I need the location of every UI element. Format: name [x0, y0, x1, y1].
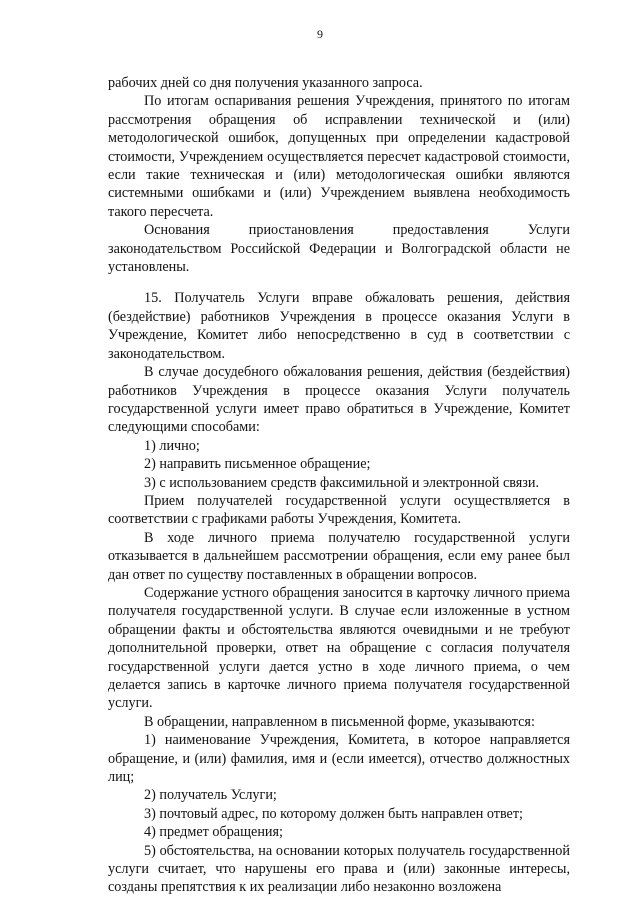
paragraph: Прием получателей государственной услуги осуществляется в соответствии с графиками работы Учреждения, Комитета.: [108, 492, 570, 528]
paragraph-spacer: [108, 276, 570, 289]
list-item: 4) предмет обращения;: [144, 824, 283, 841]
paragraph: рабочих дней со дня получения указанного запроса.: [108, 75, 423, 91]
paragraph: Основания приостановления предоставления Услуги законодательством Российской Федерации и Волгоградской области не установлены.: [108, 222, 570, 276]
list-item: 5) обстоятельства, на основании которых получатель государственной услуги считает, что нарушены его права и (или) законные интересы, созданы препятствия к их реализации либо незаконно возложена: [108, 842, 570, 896]
paragraph: По итогам оспаривания решения Учреждения, принятого по итогам рассмотрения обращения об исправлении технической и (или) методологической ошибок, допущенных при определении кадастровой стоимости, Учреждением осуществляется пересчет кадастровой стоимости, если такие техническая и (или) методологическая ошибки являются системными ошибками и (или) Учреждением выявлена необходимость такого пересчета.: [108, 93, 570, 220]
paragraph: 15. Получатель Услуги вправе обжаловать решения, действия (бездействие) работников Учреждения в процессе оказания Услуги в Учреждение, Комитет либо непосредственно в суд в соответствии с законодательством.: [108, 290, 570, 362]
list-item: 2) направить письменное обращение;: [144, 456, 371, 473]
paragraph: Содержание устного обращения заносится в карточку личного приема получателя государственной услуги. В случае если изложенные в устном обращении факты и обстоятельства являются очевидными и не требуют дополнительной проверки, ответ на обращение с согласия получателя государственной услуги дается устно в ходе личного приема, о чем делается запись в карточке личного приема получателя государственной услуги.: [108, 584, 570, 712]
list-item: 3) почтовый адрес, по которому должен быть направлен ответ;: [144, 805, 524, 822]
list-item: 1) лично;: [144, 437, 200, 454]
list-item: 2) получатель Услуги;: [144, 787, 277, 804]
list-item: 1) наименование Учреждения, Комитета, в которое направляется обращение, и (или) фамилия, имя и (если имеется), отчество должностных лиц;: [108, 732, 570, 786]
paragraph: В обращении, направленном в письменной форме, указываются:: [144, 713, 535, 730]
paragraph: В случае досудебного обжалования решения, действия (бездействия) работников Учреждения в процессе оказания Услуги получатель государственной услуги имеет право обратиться в Учреждение, Комитет следующими способами:: [108, 364, 570, 436]
document-body: [108, 74, 570, 897]
page-number: 9: [317, 27, 323, 41]
paragraph: В ходе личного приема получателю государственной услуги отказывается в дальнейшем рассмотрении обращения, если ему ранее был дан ответ по существу поставленных в обращении вопросов.: [108, 529, 570, 583]
list-item: 3) с использованием средств факсимильной и электронной связи.: [144, 474, 540, 491]
